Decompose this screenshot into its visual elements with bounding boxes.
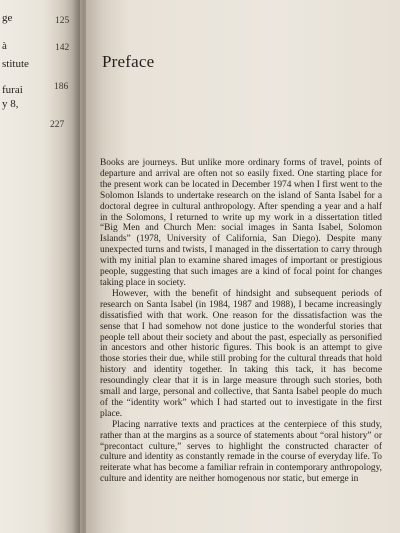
paragraph: Placing narrative texts and practices at the centerpiece of this study, rather than at the margins as a source of statements about “oral history” or “precontact culture,” serves to highlight the constructed character of culture and identity as constantly remade in the course of everyday life. To reiterate what has become a familiar refrain in contemporary anthropology, culture and identity are neither homogenous nor static, but emerge in	[100, 419, 382, 485]
left-page-number: 142	[55, 43, 70, 53]
left-page-fragment: à	[2, 40, 7, 52]
left-page-fragment: furai	[2, 84, 23, 96]
left-page-fragment: y 8,	[2, 98, 19, 110]
page-title: Preface	[102, 52, 155, 71]
left-page-number: 125	[55, 16, 70, 26]
left-page-fragment: ge	[2, 12, 13, 24]
left-page-number: 186	[54, 82, 69, 92]
left-page	[0, 0, 80, 533]
right-page	[86, 0, 400, 533]
preface-body	[100, 158, 382, 485]
left-page-number: 227	[50, 120, 65, 130]
paragraph: However, with the benefit of hindsight and subsequent periods of research on Santa Isabel (in 1984, 1987 and 1988), I became increasingly dissatisfied with that work. One reason for the dissatisfaction was the sense that I had somehow not done justice to the wonderful stories that people tell about their society and about the past, especially as personified in ancestors and other historic figures. This book is an attempt to give those stories their due, while still probing for the cultural threads that hold history and identity together. In taking this tack, it has become resoundingly clear that it is in large measure through such stories, both small and large, personal and collective, that Santa Isabel people do much of the “identity work” which I had started out to investigate in the first place.	[100, 288, 382, 419]
paragraph: Books are journeys. But unlike more ordinary forms of travel, points of departure and arrival are often not so easily fixed. One starting place for the present work can be located in December 1974 when I first went to the Solomon Islands to undertake research on the island of Santa Isabel for a doctoral degree in cultural anthropology. After spending a year and a half in the Solomons, I returned to write up my work in a dissertation titled “Big Men and Church Men: social images in Santa Isabel, Solomon Islands” (1978, University of California, San Diego). Despite many unexpected turns and twists, I managed in the dissertation to carry through with my initial plan to examine shared images of important or prestigious people, suggesting that such images are a kind of focal point for changes taking place in society.	[100, 158, 382, 288]
left-page-fragment: stitute	[2, 58, 29, 70]
